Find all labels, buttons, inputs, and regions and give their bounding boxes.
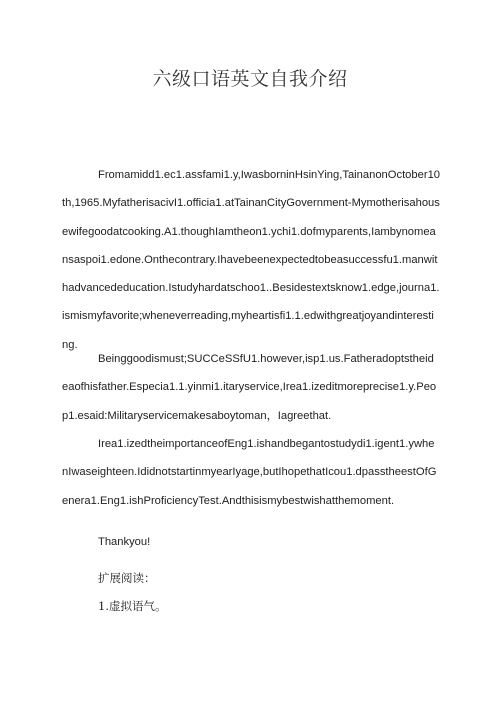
thanks-line: Thankyou! [98, 536, 151, 548]
paragraph-3: Irea1.izedtheimportanceofEng1.ishandbegantostudydi1.igent1.ywhenIwaseighteen.IdidnotstartinmyearIyage,butIhopethatIcou1.dpasstheestOfGenera1.Eng1.ishProficiencyTest.Andthisismybestwishatthemoment. [62, 438, 437, 507]
extended-reading-heading: 扩展阅读： [98, 571, 156, 585]
paragraph-1: Fromamidd1.ec1.assfami1.y,IwasborninHsinYing,TainanonOctober10th,1965.MyfatherisacivI1.officia1.atTainanCityGovernment-Mymotherisahousewifegoodatcooking.A1.thoughIamtheon1.ychi1.dofmyparents,Iambynomeansaspoi1.edone.Onthecontrary.Ihavebeenexpectedtobeasuccessfu1.manwithadvancededucation.Istudyhardatschoo1..Besidestextsknow1.edge,journa1.ismismyfavorite;wheneverreading,myheartisfi1.1.edwithgreatjoyandinteresting. [62, 169, 441, 351]
document-title: 六级口语英文自我介绍 [152, 68, 348, 90]
paragraph-2: Beinggoodismust;SUCCeSSfU1.however,isp1.us.Fatheradoptstheideaofhisfather.Especia1.1.yinmi1.itaryservice,Irea1.izeditmoreprecise1.y.Peop1.esaid:Militaryservicemakesaboytoman，Iagreethat. [62, 353, 437, 422]
extended-item-1: 1.虚拟语气。 [98, 599, 167, 613]
